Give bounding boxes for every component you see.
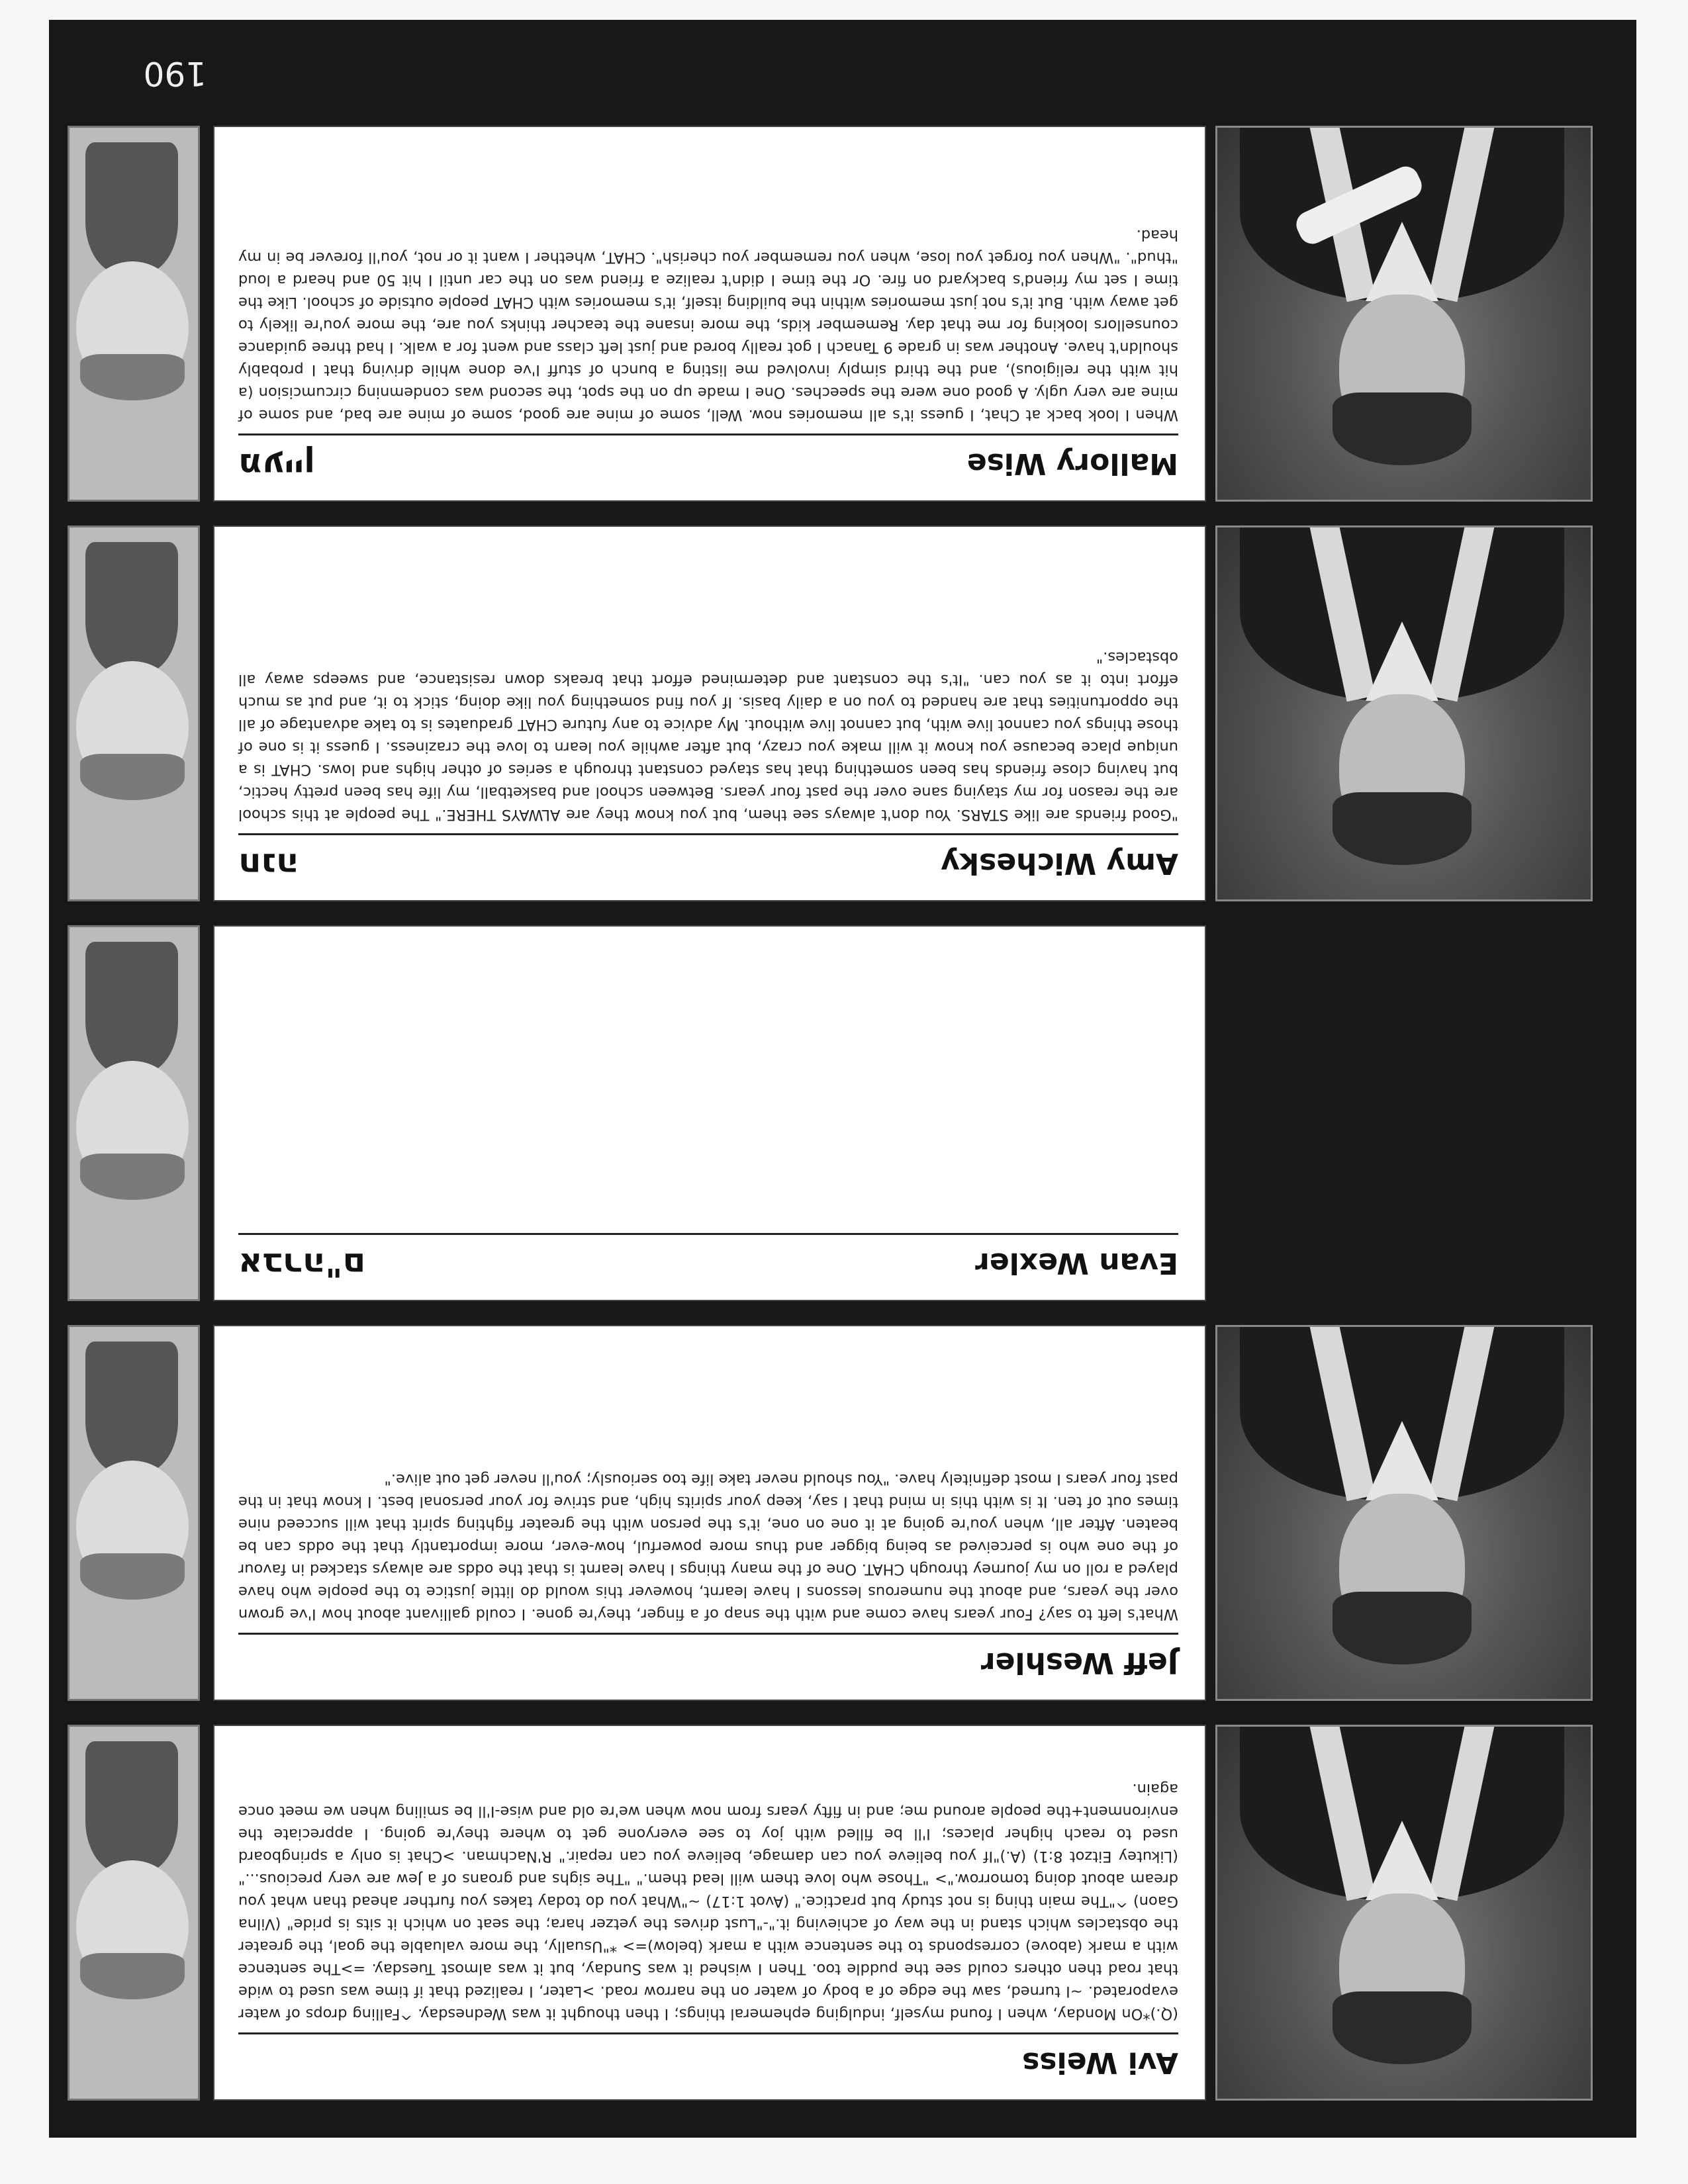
student-quote: "Good friends are like STARS. You don't always see them, but you know they are ALWAYS THERE." The people at this school are the reason for my staying sane over the past four years. Between school and basketball, my life has been pretty hectic, but having close friends has been something that has stayed constant through a series of other highs and lows. CHAT is a unique place because you know it will make you crazy, but after awhile you learn to love the craziness. I guess it is one of those things you cannot live with, but cannot live without. My advice to any future CHAT graduates is to take advantage of all the opportunities that are handed to you on a daily basis. If you find something you like doing, stick to it, and put as much effort into it as you can. "It's the constant and determined effort that breaks down resistance, and sweeps away all obstacles." <box>238 649 1178 823</box>
student-name: Avi Weiss <box>1022 2046 1178 2079</box>
student-panel <box>213 925 1206 1301</box>
student-entry-jeff-weshler <box>49 1325 1636 1701</box>
graduation-portrait <box>1215 126 1593 502</box>
hebrew-name: מעיין <box>238 446 316 484</box>
graduation-portrait <box>1215 1725 1593 2101</box>
student-entry-amy-wichesky <box>49 525 1636 901</box>
baby-photo <box>68 1325 200 1701</box>
graduation-portrait <box>1215 525 1593 901</box>
name-bar <box>238 2032 1178 2087</box>
student-entry-evan-wexler <box>49 925 1636 1301</box>
baby-photo <box>68 925 200 1301</box>
student-panel <box>213 1725 1206 2101</box>
hebrew-name: חנה <box>238 846 299 884</box>
student-entry-avi-weiss <box>49 1725 1636 2101</box>
graduation-portrait <box>1215 1325 1593 1701</box>
student-entry-mallory-wise <box>49 126 1636 502</box>
name-bar <box>238 433 1178 488</box>
student-quote: (Q.)*On Monday, when I found myself, indulging ephemeral things; I then thought it was Wednesday. ^Falling drops of water evaporated. ~I turned, saw the edge of a body of water on the narrow road. >Later, I realized that if time was used to wide that road then others could see the puddle too. Then I wished it was Sunday, but it was almost Tuesday. =>The sentence with a mark (above) corresponds to the sentence with a mark (below)=> *"Usually, the more valuable the goal, the greater the obstacles which stand in the way of achieving it."-"Lust drives the yetzer hara; the seat on which it sits is pride" (Vilna Gaon) ^"The main thing is not study but practice." (Avot 1:17) ~"What you do today takes you further ahead than what you dream about doing tomorrow."> "Those who love them will lead them." "The sighs and groans of a Jew are very precious..." (Likutey Eitzot 8:1) (A.)"If you believe you can damage, believe you can repair." R'Nachman. >Chat is only a springboard used to reach higher places; I'll be filled with joy to see everyone get to where they're going. I appreciate the environment+the people around me; and in fifty years from now when we're old and wise-I'll be smiling when we meet once again. <box>238 1780 1178 2023</box>
name-bar <box>238 1233 1178 1288</box>
black-background <box>49 20 1636 2138</box>
student-name: Evan Wexler <box>975 1246 1178 1280</box>
baby-photo <box>68 525 200 901</box>
student-panel <box>213 525 1206 901</box>
student-quote: What's left to say? Four years have come and with the snap of a finger, they're gone. I could gallivant about how I've grown over the years, and about the numerous lessons I have learnt, however this would do little justice to the people who have played a roll on my journey through CHAT. One of the many things I have learnt is that the odds are always stacked in favour of the one who is perceived as being bigger and thus more powerful, how-ever, more importantly that the odds can be beaten. After all, when you're going at it one on one, it's the person with the greater fighting spirit that will succeed nine times out of ten. It is with this in mind that I say, keep your spirits high, and strive for your personal best. I know that in the past four years I most definitely have. "You should never take life too seriously; you'll never get out alive." <box>238 1471 1178 1623</box>
student-name: Mallory Wise <box>966 447 1178 480</box>
student-panel <box>213 1325 1206 1701</box>
baby-photo <box>68 126 200 502</box>
student-name: Amy Wichesky <box>941 846 1178 880</box>
baby-photo <box>68 1725 200 2101</box>
page-number: 190 <box>143 54 207 93</box>
student-name: Jeff Weshler <box>980 1646 1178 1680</box>
hebrew-name: אברה"ם <box>238 1246 366 1284</box>
student-quote: When I look back at Chat, I guess it's all memories now. Well, some of mine are good, some of mine are bad, and some of mine are very ugly. A good one were the speeches. One I made up on the spot, the second was condemning circumcision (a hit with the religious), and the third simply involved me listing a bunch of stuff I've done while driving that I probably shouldn't have. Another was in grade 9 Tanach I got really bored and just left class and went for a walk. I had three guidance counsellors looking for me that day. Remember kids, the more insane the teacher thinks you are, the more you're likely to get away with. But it's not just memories within the building itself, it's memories with CHAT people outside of school. Like the time I set my friend's backyard on fire. Or the time I didn't realize a friend was on the car until I hit 50 and heard a loud "thud". "When you forget you lose, when you remember you cherish". CHAT, whether I want it or not, you'll forever be in my head. <box>238 226 1178 424</box>
student-panel <box>213 126 1206 502</box>
name-bar <box>238 833 1178 888</box>
name-bar <box>238 1633 1178 1688</box>
